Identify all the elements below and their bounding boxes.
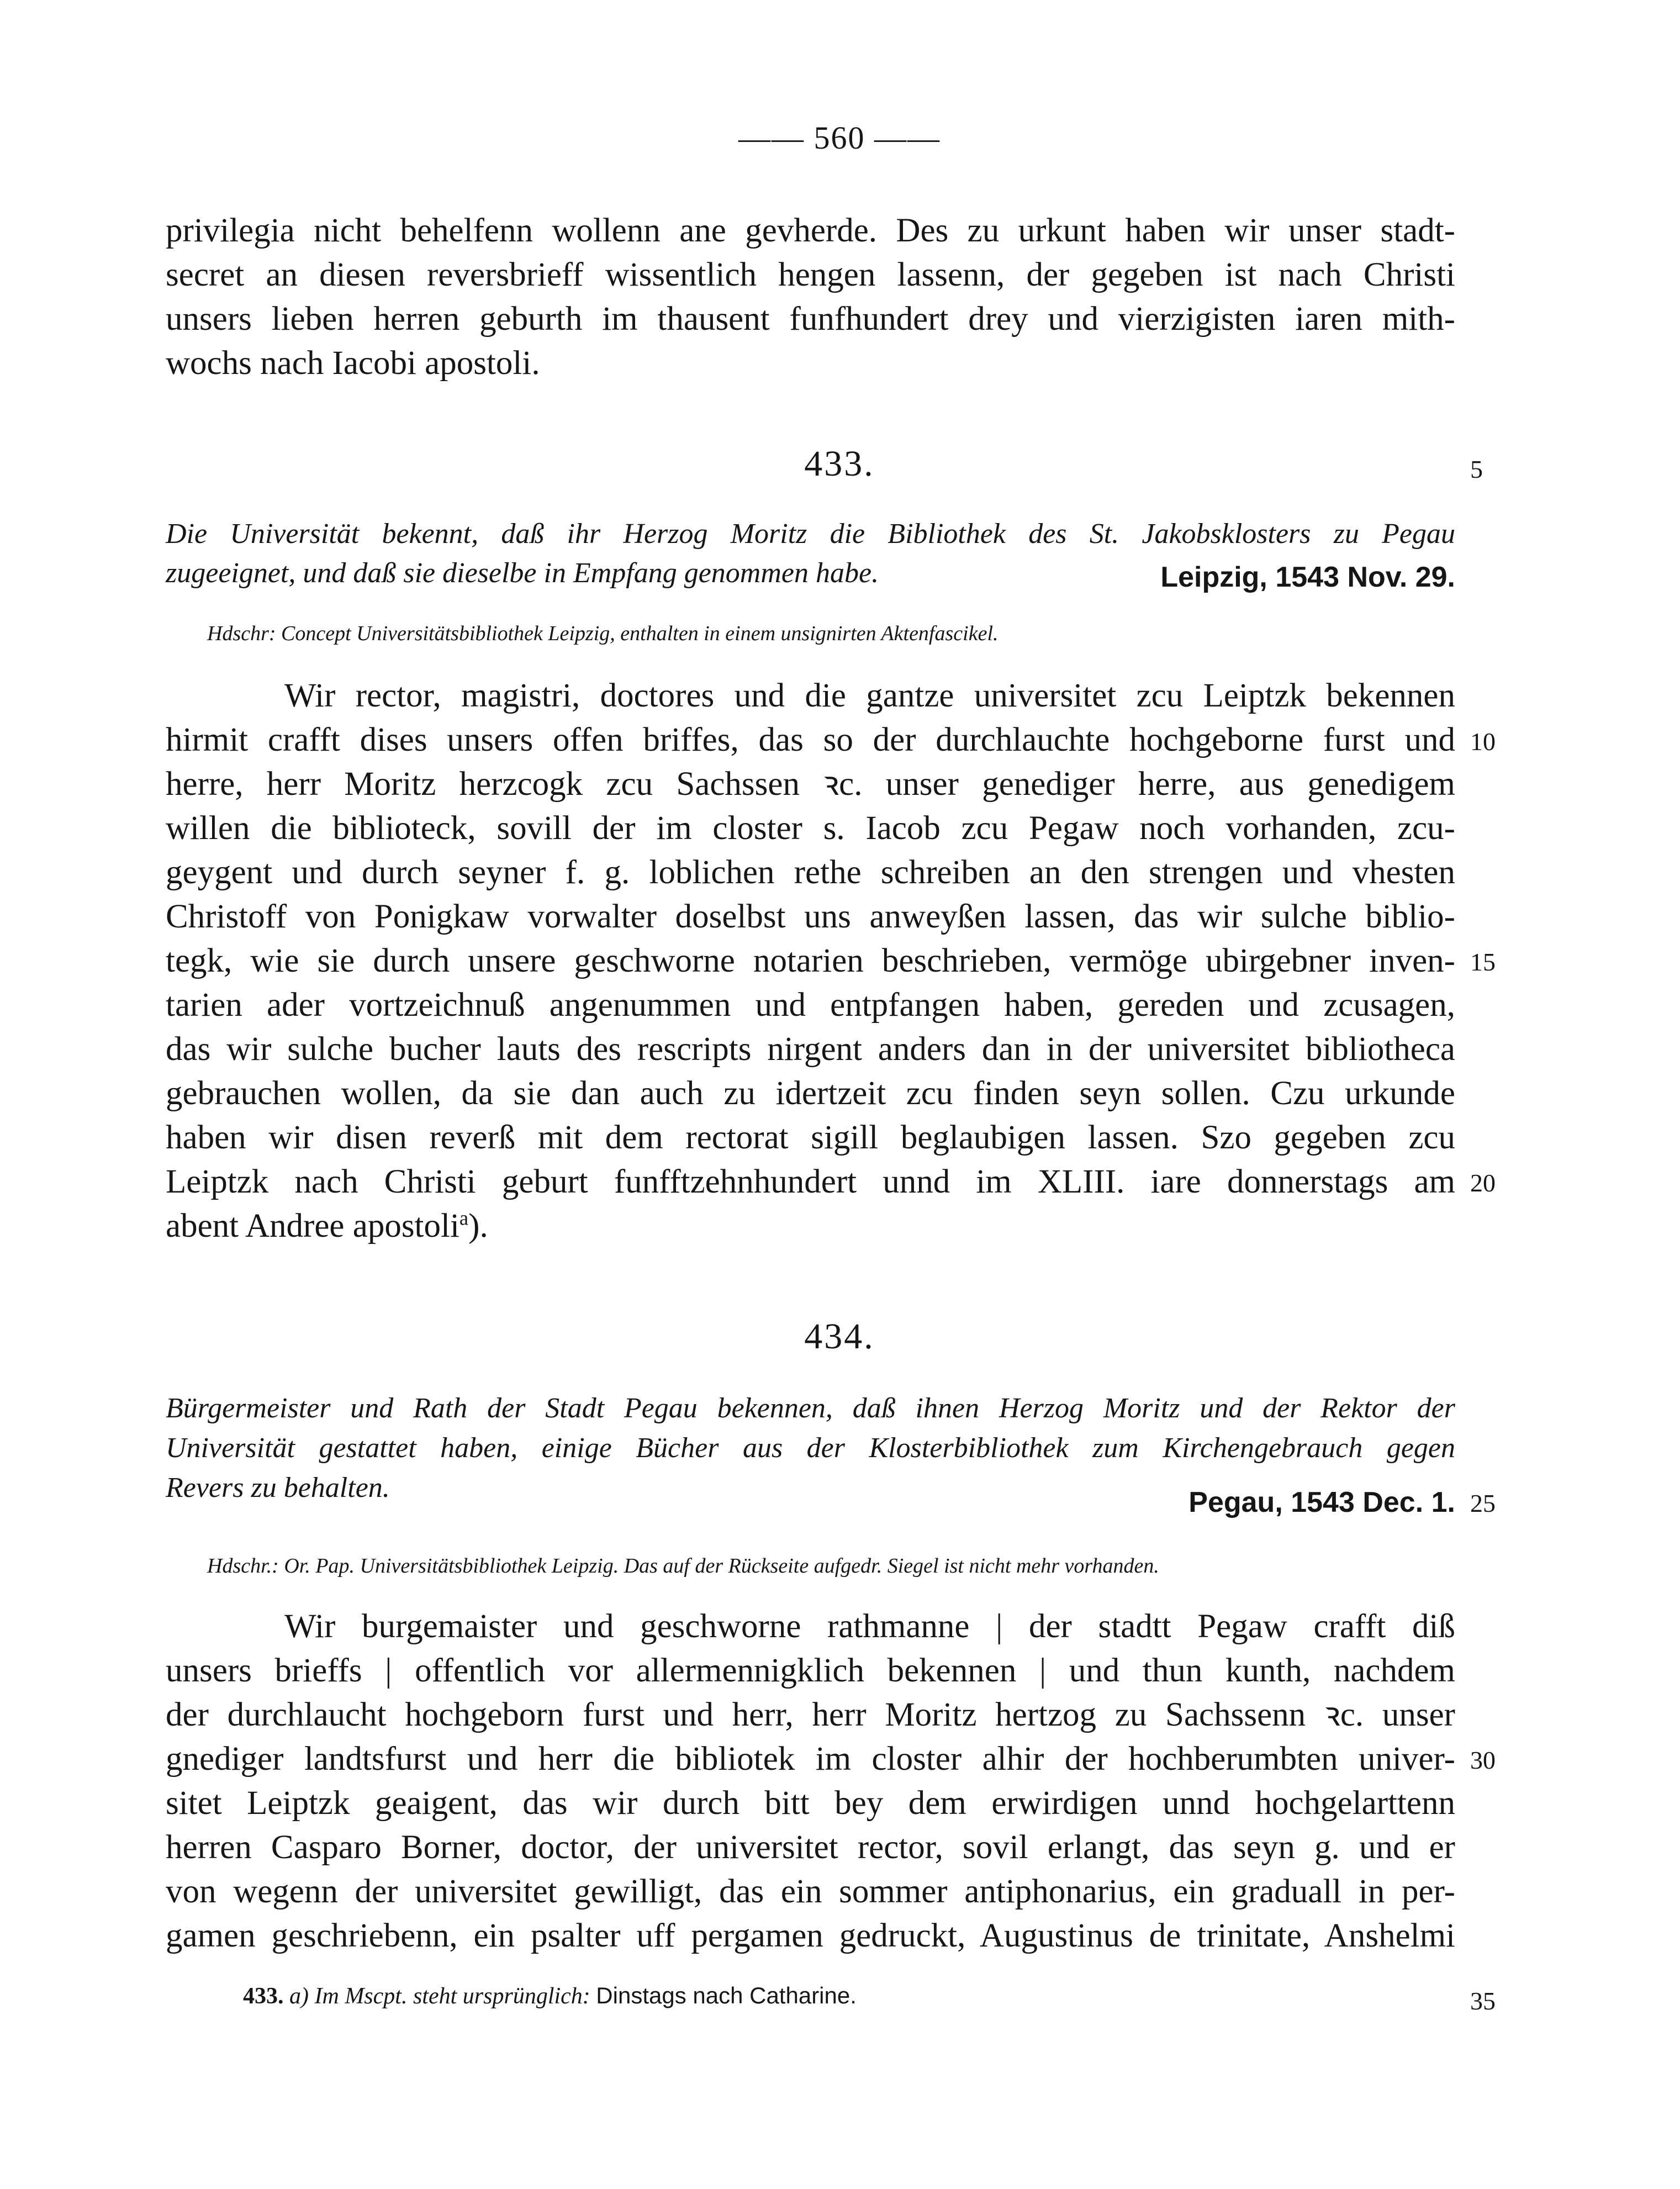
line-number: 15 [1470, 948, 1496, 976]
footnote [243, 1980, 857, 2012]
footnote-ref: 433. [243, 1984, 284, 2009]
text-line-433: gebrauchen wollen, da sie dan auch zu idertzeit zcu finden seyn sollen. Czu urkunde [166, 1075, 1455, 1112]
text-line-434: gnediger landtsfurst und herr die bibliotek im closter alhir der hochberumbten univer- [166, 1740, 1455, 1777]
text-line-434: herren Casparo Borner, doctor, der universitet rector, sovil erlangt, das seyn g. und er [166, 1829, 1455, 1866]
document-summary-434: Revers zu behalten. [166, 1472, 390, 1504]
continuation-line: privilegia nicht behelfenn wollenn ane gevherde. Des zu urkunt haben wir unser stadt- [166, 212, 1455, 249]
document-summary-434: Bürgermeister und Rath der Stadt Pegau bekennen, daß ihnen Herzog Moritz und der Rektor der [166, 1392, 1455, 1424]
footnote-marker[interactable]: a [459, 1206, 469, 1230]
text-line-433: haben wir disen reverß mit dem rectorat sigill beglaubigen lassen. Szo gegeben zcu [166, 1119, 1455, 1156]
text-line-434: der durchlaucht hochgeborn furst und herr, herr Moritz hertzog zu Sachssenn ꝛc. unser [166, 1696, 1455, 1733]
text-line-433: abent Andree apostoli$^a$). [166, 1206, 488, 1244]
text-line-434: von wegenn der universitet gewilligt, das ein sommer antiphonarius, ein graduall in per- [166, 1873, 1455, 1910]
text-line-433: tegk, wie sie durch unsere geschworne notarien beschrieben, vermöge ubirgebner inven- [166, 942, 1455, 979]
text-line-433: Wir rector, magistri, doctores und die gantze universitet zcu Leiptzk bekennen [284, 677, 1455, 714]
text-line-433: herre, herr Moritz herzcogk zcu Sachssen ꝛc. unser genediger herre, aus genedigem [166, 766, 1455, 803]
source-note-434: Hdschr.: Or. Pap. Universitätsbibliothek Leipzig. Das auf der Rückseite aufgedr. Siegel ist nicht mehr vorhanden. [207, 1554, 1159, 1578]
line-number: 10 [1470, 727, 1496, 756]
line-number: 25 [1470, 1489, 1496, 1517]
footnote-marker-label: a) [289, 1984, 309, 2009]
line-number: 5 [1470, 455, 1483, 483]
line-number: 20 [1470, 1169, 1496, 1197]
footnote-quote: Dinstags nach Catharine. [596, 1982, 857, 2008]
line-number: 35 [1470, 1987, 1496, 2015]
document-summary-433: Die Universität bekennt, daß ihr Herzog Moritz die Bibliothek des St. Jakobsklosters zu Pegau [166, 518, 1455, 550]
text-line-433: Leiptzk nach Christi geburt funfftzehnhundert unnd im XLIII. iare donnerstags am [166, 1163, 1456, 1200]
page-number: —— 560 —— [738, 120, 941, 156]
text-line-433: tarien ader vortzeichnuß angenummen und entpfangen haben, gereden und zcusagen, [166, 987, 1455, 1024]
text-line-434: unsers brieffs | offentlich vor allermennigklich bekennen | und thun kunth, nachdem [166, 1652, 1455, 1689]
continuation-line: unsers lieben herren geburth im thausent funfhundert drey und vierzigisten iaren mith- [166, 300, 1455, 337]
document-number-434: 434. [804, 1316, 875, 1357]
document-summary-433: zugeeignet, und daß sie dieselbe in Empfang genommen habe. [166, 557, 879, 589]
continuation-line: wochs nach Iacobi apostoli. [166, 345, 540, 382]
text-line-433: hirmit crafft dises unsers offen briffes, das so der durchlauchte hochgeborne furst und [166, 721, 1455, 758]
roman-year: XLIII. [1037, 1163, 1125, 1200]
document-summary-434: Universität gestattet haben, einige Bücher aus der Klosterbibliothek zum Kirchengebrauch gegen [166, 1432, 1455, 1464]
place-date-433: Leipzig, 1543 Nov. 29. [1160, 561, 1455, 593]
text-line-433: willen die biblioteck, sovill der im closter s. Iacob zcu Pegaw noch vorhanden, zcu- [166, 810, 1455, 847]
footnote-text: Im Mscpt. steht ursprünglich: [314, 1984, 590, 2009]
continuation-line: secret an diesen reversbrieff wissentlich hengen lassenn, der gegeben ist nach Christi [166, 256, 1455, 293]
text-line-433: das wir sulche bucher lauts des rescripts nirgent anders dan in der universitet bibliotheca [166, 1031, 1455, 1068]
text-line-434: sitet Leiptzk geaigent, das wir durch bitt bey dem erwirdigen unnd hochgelarttenn [166, 1785, 1455, 1822]
document-number-433: 433. [804, 444, 875, 484]
line-number: 30 [1470, 1746, 1496, 1774]
text-line-433: Christoff von Ponigkaw vorwalter doselbst uns anweyßen lassen, das wir sulche biblio- [166, 898, 1455, 935]
place-date-434: Pegau, 1543 Dec. 1. [1188, 1486, 1455, 1518]
text-line-433: geygent und durch seyner f. g. loblichen rethe schreiben an den strengen und vhesten [166, 854, 1455, 891]
source-note-433: Hdschr: Concept Universitätsbibliothek Leipzig, enthalten in einem unsignirten Aktenfascikel. [207, 622, 999, 645]
text-line-434: gamen geschriebenn, ein psalter uff pergamen gedruckt, Augustinus de trinitate, Anshelmi [166, 1917, 1455, 1954]
text-line-434: Wir burgemaister und geschworne rathmanne | der stadtt Pegaw crafft diß [284, 1608, 1455, 1645]
